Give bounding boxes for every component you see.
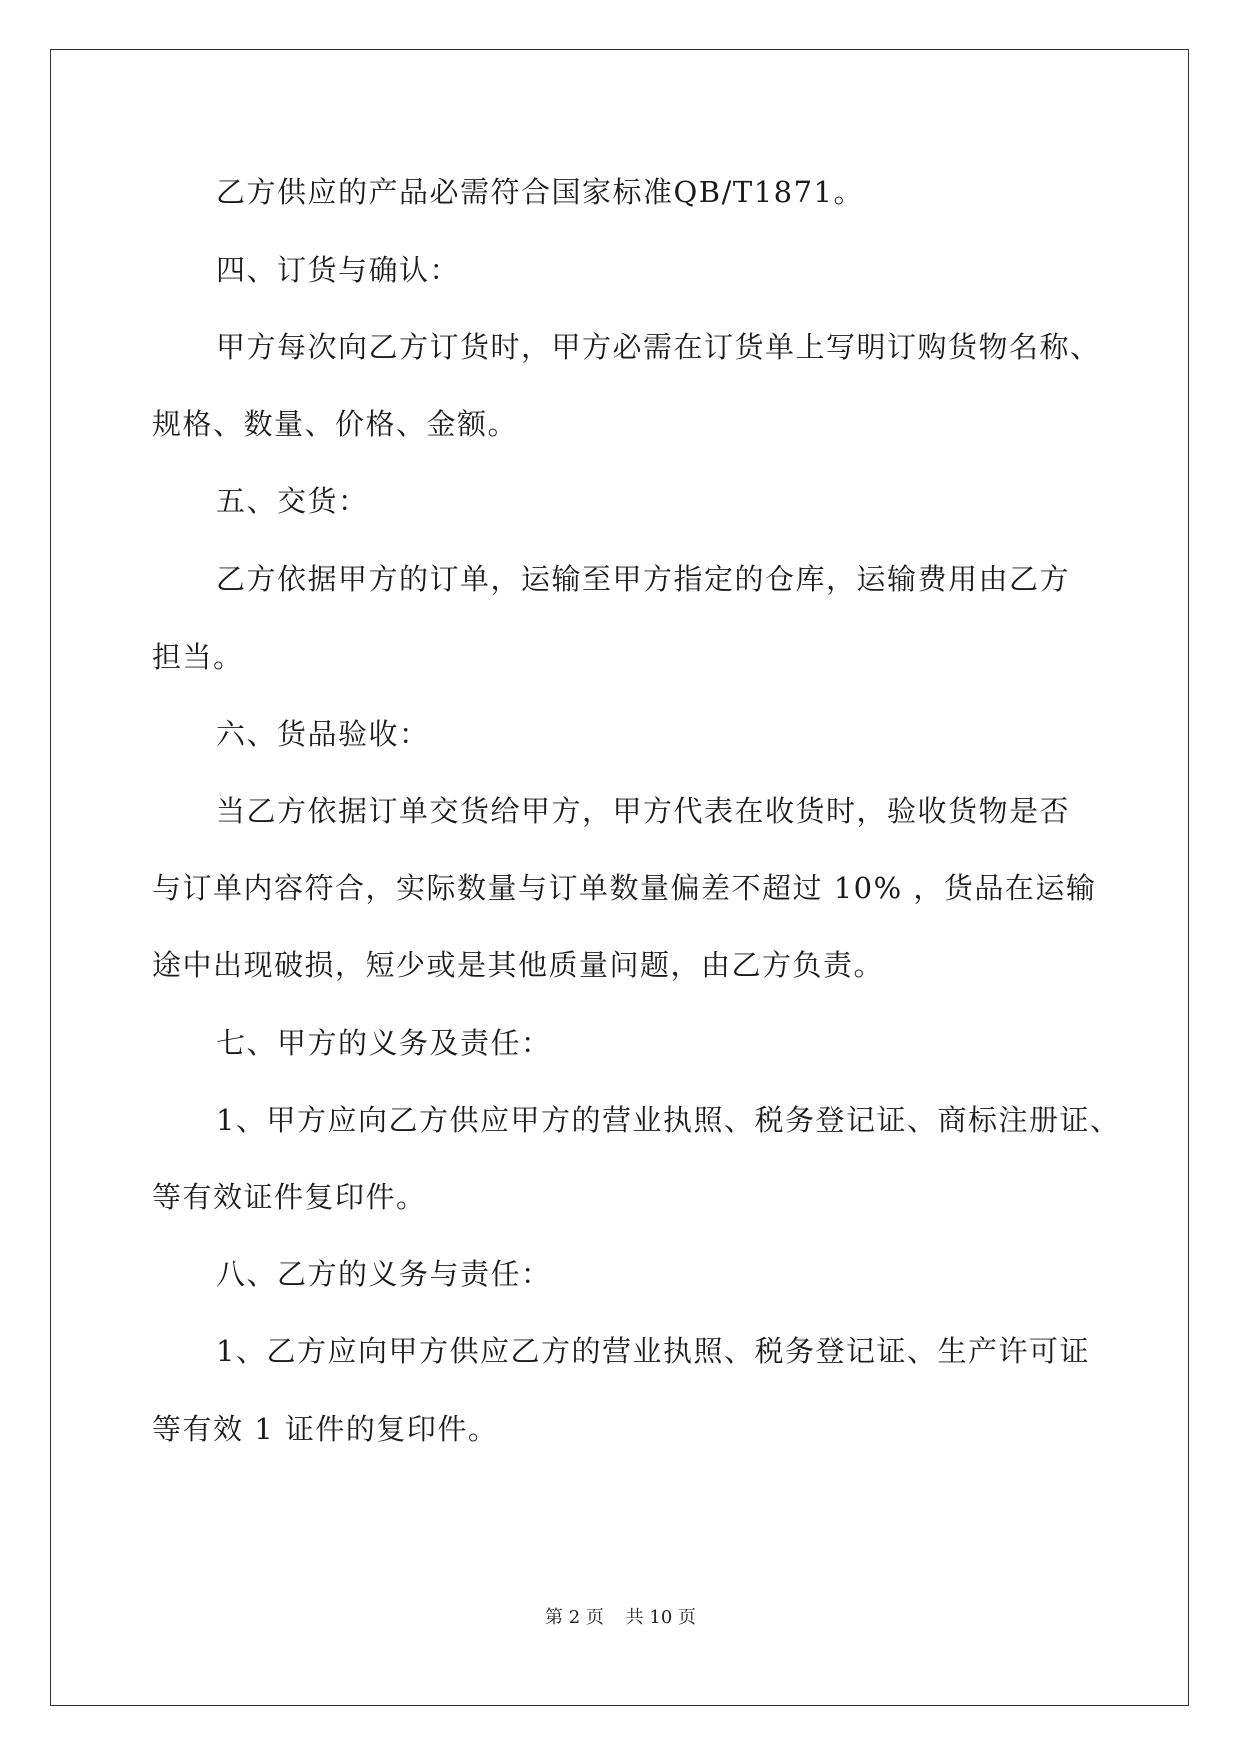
paragraph-standard: 乙方供应的产品必需符合国家标准QB/T1871。 [216, 175, 865, 209]
paragraph-party-b-line-1: 1、乙方应向甲方供应乙方的营业执照、税务登记证、生产许可证 [216, 1334, 1090, 1368]
page-footer [0, 1606, 1241, 1630]
heading-delivery: 五、交货： [216, 484, 369, 518]
heading-order-confirmation: 四、订货与确认： [216, 253, 461, 287]
paragraph-inspection-line-3: 途中出现破损，短少或是其他质量问题，由乙方负责。 [152, 948, 885, 982]
paragraph-inspection-line-1: 当乙方依据订单交货给甲方，甲方代表在收货时，验收货物是否 [216, 794, 1071, 828]
paragraph-party-a-line-2: 等有效证件复印件。 [152, 1180, 427, 1214]
heading-party-b-duties: 八、乙方的义务与责任： [216, 1257, 552, 1291]
paragraph-delivery-line-1: 乙方依据甲方的订单，运输至甲方指定的仓库，运输费用由乙方 [216, 562, 1071, 596]
page-total: 共 10 页 [625, 1607, 696, 1628]
paragraph-inspection-line-2: 与订单内容符合，实际数量与订单数量偏差不超过 10% ，货品在运输 [152, 871, 1097, 905]
page-number: 第 2 页 [545, 1607, 604, 1628]
paragraph-party-a-line-1: 1、甲方应向乙方供应甲方的营业执照、税务登记证、商标注册证、 [216, 1103, 1121, 1137]
paragraph-party-b-line-2: 等有效 1 证件的复印件。 [152, 1412, 499, 1446]
paragraph-order-line-1: 甲方每次向乙方订货时，甲方必需在订货单上写明订购货物名称、 [216, 330, 1101, 364]
heading-party-a-duties: 七、甲方的义务及责任： [216, 1026, 552, 1060]
heading-inspection: 六、货品验收： [216, 717, 430, 751]
paragraph-order-line-2: 规格、数量、价格、金额。 [152, 407, 519, 441]
paragraph-delivery-line-2: 担当。 [152, 640, 244, 674]
